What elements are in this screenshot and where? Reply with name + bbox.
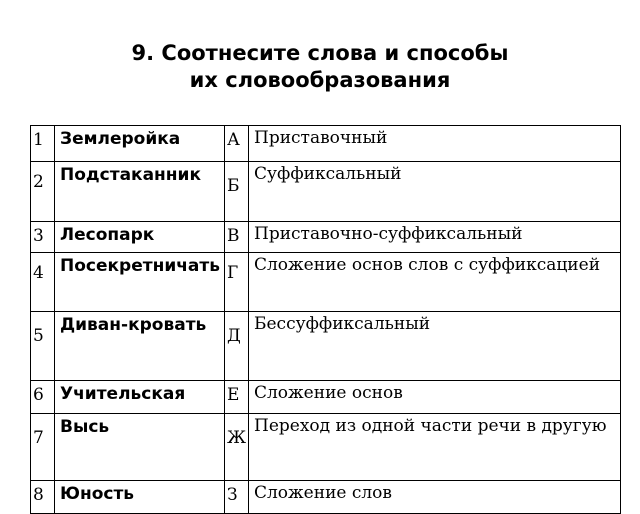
method-letter: В [225,222,249,253]
row-number: 6 [31,381,55,414]
row-number: 2 [31,162,55,222]
table-row [31,481,621,514]
method-cell: Сложение слов [249,481,621,514]
table-row [31,222,621,253]
row-number: 7 [31,414,55,481]
method-cell: Суффиксальный [249,162,621,222]
table-row [31,126,621,162]
word-cell: Землеройка [55,126,225,162]
method-cell: Приставочный [249,126,621,162]
task-title-line-1: 9. Соотнесите слова и способы [131,41,509,65]
table-row [31,312,621,381]
word-cell: Высь [55,414,225,481]
row-number: 8 [31,481,55,514]
task-title-line-2: их словообразования [189,68,451,92]
method-letter: З [225,481,249,514]
table-row [31,253,621,312]
method-cell: Бессуффиксальный [249,312,621,381]
method-letter: А [225,126,249,162]
word-cell: Посекретничать [55,253,225,312]
method-cell: Приставочно-суффиксальный [249,222,621,253]
word-cell: Учительская [55,381,225,414]
method-letter: Д [225,312,249,381]
row-number: 3 [31,222,55,253]
word-cell: Юность [55,481,225,514]
row-number: 4 [31,253,55,312]
row-number: 5 [31,312,55,381]
method-cell: Переход из одной части речи в другую [249,414,621,481]
task-title [0,40,640,94]
method-letter: Г [225,253,249,312]
method-letter: Б [225,162,249,222]
method-letter: Е [225,381,249,414]
table-row [31,381,621,414]
method-cell: Сложение основ слов с суффиксацией [249,253,621,312]
table-row [31,162,621,222]
method-cell: Сложение основ [249,381,621,414]
table-row [31,414,621,481]
method-letter: Ж [225,414,249,481]
matching-table [30,125,621,514]
word-cell: Подстаканник [55,162,225,222]
row-number: 1 [31,126,55,162]
word-cell: Лесопарк [55,222,225,253]
word-cell: Диван-кровать [55,312,225,381]
